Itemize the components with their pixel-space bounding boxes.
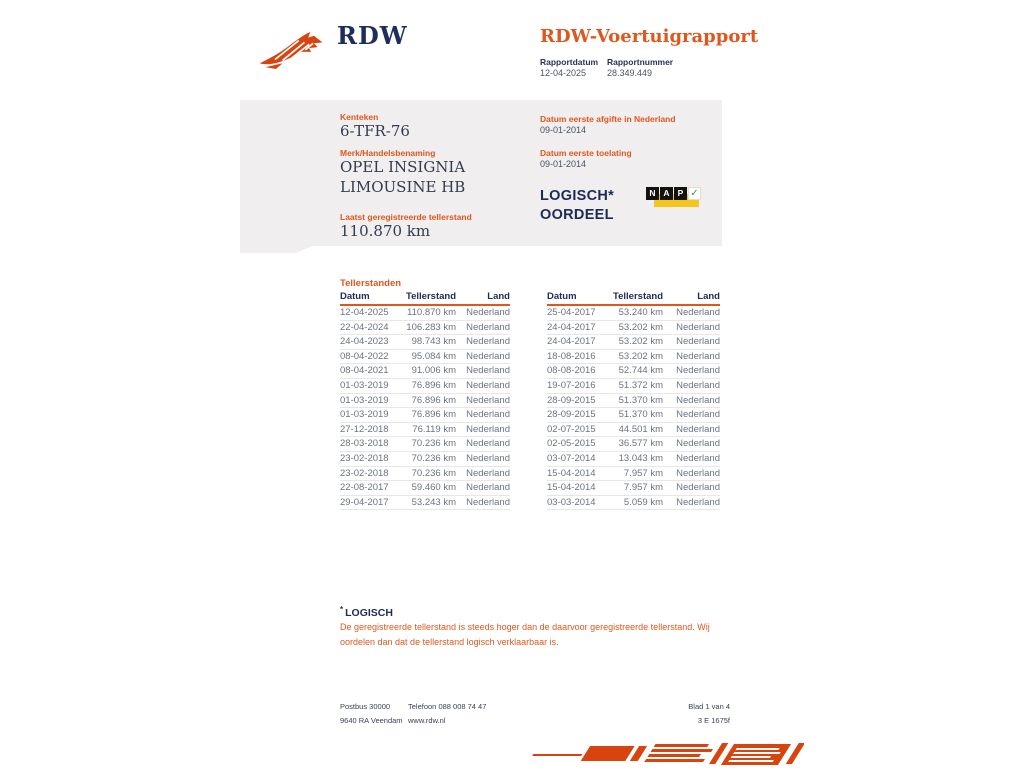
table-row bbox=[547, 496, 720, 511]
tellerstand-cell: 76.896 km bbox=[411, 394, 456, 406]
report-number-value: 28.349.449 bbox=[607, 68, 653, 78]
land-cell: Nederland bbox=[466, 452, 510, 464]
datum-cell: 22-08-2017 bbox=[340, 482, 389, 494]
nap-letter-n: N bbox=[646, 187, 659, 200]
table-row bbox=[547, 335, 720, 350]
footnote-title bbox=[340, 605, 393, 619]
land-cell: Nederland bbox=[676, 438, 720, 450]
merk-value bbox=[340, 157, 465, 197]
datum-cell: 15-04-2014 bbox=[547, 467, 596, 479]
afgifte-value: 09-01-2014 bbox=[540, 125, 587, 135]
tellerstand-cell: 76.896 km bbox=[411, 409, 456, 421]
footer-website: www.rdw.nl bbox=[408, 716, 446, 725]
tellerstand-cell: 53.202 km bbox=[618, 350, 663, 362]
column-header-land: Land bbox=[697, 291, 720, 302]
datum-cell: 23-02-2018 bbox=[340, 452, 389, 464]
table-row bbox=[340, 321, 510, 336]
land-cell: Nederland bbox=[676, 467, 720, 479]
footer-address bbox=[340, 700, 403, 728]
table-row bbox=[547, 321, 720, 336]
footer-page-info bbox=[630, 700, 730, 728]
land-cell: Nederland bbox=[466, 496, 510, 508]
tellerstand-cell: 52.744 km bbox=[618, 365, 663, 377]
land-cell: Nederland bbox=[676, 423, 720, 435]
datum-cell: 03-07-2014 bbox=[547, 452, 596, 464]
vehicle-summary-box bbox=[240, 100, 722, 253]
land-cell: Nederland bbox=[466, 409, 510, 421]
datum-cell: 24-04-2017 bbox=[547, 321, 596, 333]
table-row bbox=[340, 437, 510, 452]
datum-cell: 28-03-2018 bbox=[340, 438, 389, 450]
table-row bbox=[547, 394, 720, 409]
land-cell: Nederland bbox=[676, 321, 720, 333]
datum-cell: 08-08-2016 bbox=[547, 365, 596, 377]
tellerstand-cell: 91.006 km bbox=[411, 365, 456, 377]
tellerstand-cell: 36.577 km bbox=[618, 438, 663, 450]
table-row bbox=[547, 452, 720, 467]
table-header bbox=[547, 291, 720, 306]
tellerstand-cell: 51.370 km bbox=[618, 409, 663, 421]
tellerstand-cell: 13.043 km bbox=[618, 452, 663, 464]
land-cell: Nederland bbox=[466, 350, 510, 362]
table-row bbox=[340, 496, 510, 511]
datum-cell: 08-04-2021 bbox=[340, 365, 389, 377]
table-header bbox=[340, 291, 510, 306]
datum-cell: 24-04-2017 bbox=[547, 336, 596, 348]
datum-cell: 25-04-2017 bbox=[547, 307, 596, 318]
table-row bbox=[340, 350, 510, 365]
tellerstand-cell: 53.243 km bbox=[411, 496, 456, 508]
tellerstand-cell: 70.236 km bbox=[411, 467, 456, 479]
datum-cell: 03-03-2014 bbox=[547, 496, 596, 508]
table-row bbox=[547, 350, 720, 365]
land-cell: Nederland bbox=[466, 365, 510, 377]
table-row bbox=[547, 467, 720, 482]
table-row bbox=[340, 335, 510, 350]
column-header-tellerstand: Tellerstand bbox=[613, 291, 663, 302]
merk-label: Merk/Handelsbenaming bbox=[340, 148, 436, 158]
land-cell: Nederland bbox=[466, 307, 510, 318]
land-cell: Nederland bbox=[466, 336, 510, 348]
tellerstand-cell: 5.059 km bbox=[623, 496, 663, 508]
kenteken-label: Kenteken bbox=[340, 112, 379, 122]
tellerstand-cell: 7.957 km bbox=[623, 467, 663, 479]
datum-cell: 29-04-2017 bbox=[340, 496, 389, 508]
column-header-datum: Datum bbox=[547, 291, 577, 302]
datum-cell: 12-04-2025 bbox=[340, 307, 389, 318]
table-row bbox=[547, 437, 720, 452]
table-row bbox=[547, 423, 720, 438]
oordeel-line1: LOGISCH* bbox=[540, 188, 615, 204]
table-row bbox=[340, 364, 510, 379]
kenteken-value: 6-TFR-76 bbox=[340, 122, 410, 140]
datum-cell: 01-03-2019 bbox=[340, 409, 389, 421]
toelating-label: Datum eerste toelating bbox=[540, 148, 632, 158]
merk-line1: OPEL INSIGNIA bbox=[340, 158, 466, 176]
odometer-table-left bbox=[340, 291, 510, 510]
tellerstand-cell: 110.870 km bbox=[407, 307, 456, 318]
datum-cell: 15-04-2014 bbox=[547, 482, 596, 494]
land-cell: Nederland bbox=[676, 379, 720, 391]
land-cell: Nederland bbox=[466, 467, 510, 479]
report-date-value: 12-04-2025 bbox=[540, 68, 587, 78]
table-row bbox=[340, 379, 510, 394]
tellerstand-cell: 44.501 km bbox=[618, 423, 663, 435]
column-header-tellerstand: Tellerstand bbox=[406, 291, 456, 302]
tellerstand-cell: 70.236 km bbox=[411, 438, 456, 450]
table-row bbox=[547, 408, 720, 423]
table-row bbox=[547, 306, 720, 321]
report-number-label: Rapportnummer bbox=[607, 57, 674, 67]
land-cell: Nederland bbox=[676, 394, 720, 406]
land-cell: Nederland bbox=[466, 394, 510, 406]
tellerstand-cell: 106.283 km bbox=[406, 321, 456, 333]
land-cell: Nederland bbox=[466, 423, 510, 435]
datum-cell: 27-12-2018 bbox=[340, 423, 389, 435]
oordeel-line2: OORDEEL bbox=[540, 207, 614, 223]
land-cell: Nederland bbox=[676, 350, 720, 362]
tellerstand-cell: 7.957 km bbox=[623, 482, 663, 494]
datum-cell: 19-07-2016 bbox=[547, 379, 596, 391]
rdw-wordmark: RDW bbox=[337, 21, 408, 50]
footer-form-code: 3 E 1675f bbox=[697, 716, 730, 725]
datum-cell: 08-04-2022 bbox=[340, 350, 389, 362]
tellerstand-cell: 76.896 km bbox=[411, 379, 456, 391]
datum-cell: 24-04-2023 bbox=[340, 336, 389, 348]
table-row bbox=[547, 379, 720, 394]
footer-contact bbox=[408, 700, 486, 728]
table-row bbox=[340, 408, 510, 423]
tellerstand-cell: 53.202 km bbox=[618, 336, 663, 348]
odometer-table-right bbox=[547, 291, 720, 510]
table-row bbox=[340, 467, 510, 482]
tellerstand-cell: 53.240 km bbox=[618, 307, 663, 318]
column-header-land: Land bbox=[487, 291, 510, 302]
rdw-falcon-icon bbox=[256, 27, 332, 73]
land-cell: Nederland bbox=[676, 452, 720, 464]
tellerstand-cell: 59.460 km bbox=[411, 482, 456, 494]
tellerstand-label: Laatst geregistreerde tellerstand bbox=[340, 212, 472, 222]
nap-letter-p: P bbox=[674, 187, 687, 200]
report-title: RDW-Voertuigrapport bbox=[540, 26, 759, 47]
footer-page-number: Blad 1 van 4 bbox=[688, 702, 730, 711]
nap-letter-a: A bbox=[660, 187, 673, 200]
footnote-title-text: LOGISCH bbox=[345, 607, 393, 619]
footer-phone: Telefoon 088 008 74 47 bbox=[408, 702, 487, 711]
datum-cell: 28-09-2015 bbox=[547, 394, 596, 406]
footer-city: 9640 RA Veendam bbox=[340, 716, 403, 725]
table-row bbox=[340, 306, 510, 321]
datum-cell: 28-09-2015 bbox=[547, 409, 596, 421]
datum-cell: 02-05-2015 bbox=[547, 438, 596, 450]
report-date-label: Rapportdatum bbox=[540, 57, 599, 67]
datum-cell: 02-07-2015 bbox=[547, 423, 596, 435]
datum-cell: 18-08-2016 bbox=[547, 350, 596, 362]
datum-cell: 01-03-2019 bbox=[340, 379, 389, 391]
table-row bbox=[340, 481, 510, 496]
tellerstand-cell: 76.119 km bbox=[412, 423, 456, 435]
toelating-value: 09-01-2014 bbox=[540, 159, 587, 169]
land-cell: Nederland bbox=[676, 365, 720, 377]
table-row bbox=[547, 364, 720, 379]
table-row bbox=[547, 481, 720, 496]
column-header-datum: Datum bbox=[340, 291, 370, 302]
land-cell: Nederland bbox=[676, 482, 720, 494]
afgifte-label: Datum eerste afgifte in Nederland bbox=[540, 114, 676, 124]
tellerstand-cell: 51.372 km bbox=[618, 379, 663, 391]
summary-box-notch bbox=[296, 246, 722, 253]
merk-line2: LIMOUSINE HB bbox=[340, 178, 466, 196]
oordeel-verdict bbox=[540, 187, 614, 225]
tellerstanden-section-title: Tellerstanden bbox=[340, 278, 402, 289]
tellerstand-cell: 98.743 km bbox=[411, 336, 456, 348]
land-cell: Nederland bbox=[466, 482, 510, 494]
footnote-text: De geregistreerde tellerstand is steeds hoger dan de daarvoor geregistreerde tellerstand. Wij oordelen dan dat de tellerstand logisch verklaarbaar is. bbox=[340, 622, 710, 647]
table-row bbox=[340, 394, 510, 409]
nap-logo-icon bbox=[646, 185, 700, 211]
tellerstand-cell: 95.084 km bbox=[411, 350, 456, 362]
land-cell: Nederland bbox=[676, 336, 720, 348]
rdw-stripes-graphic-icon bbox=[532, 739, 804, 768]
tellerstand-value: 110.870 km bbox=[340, 222, 431, 240]
datum-cell: 22-04-2024 bbox=[340, 321, 389, 333]
land-cell: Nederland bbox=[676, 409, 720, 421]
footnote-asterisk: * bbox=[340, 605, 344, 614]
tellerstand-cell: 51.370 km bbox=[618, 394, 663, 406]
datum-cell: 23-02-2018 bbox=[340, 467, 389, 479]
land-cell: Nederland bbox=[466, 438, 510, 450]
land-cell: Nederland bbox=[466, 379, 510, 391]
table-row bbox=[340, 452, 510, 467]
tellerstand-cell: 70.236 km bbox=[411, 452, 456, 464]
land-cell: Nederland bbox=[466, 321, 510, 333]
nap-checkmark-icon: ✓ bbox=[688, 187, 701, 200]
land-cell: Nederland bbox=[676, 307, 720, 318]
land-cell: Nederland bbox=[676, 496, 720, 508]
footer-postbus: Postbus 30000 bbox=[340, 702, 391, 711]
datum-cell: 01-03-2019 bbox=[340, 394, 389, 406]
tellerstand-cell: 53.202 km bbox=[618, 321, 663, 333]
table-row bbox=[340, 423, 510, 438]
